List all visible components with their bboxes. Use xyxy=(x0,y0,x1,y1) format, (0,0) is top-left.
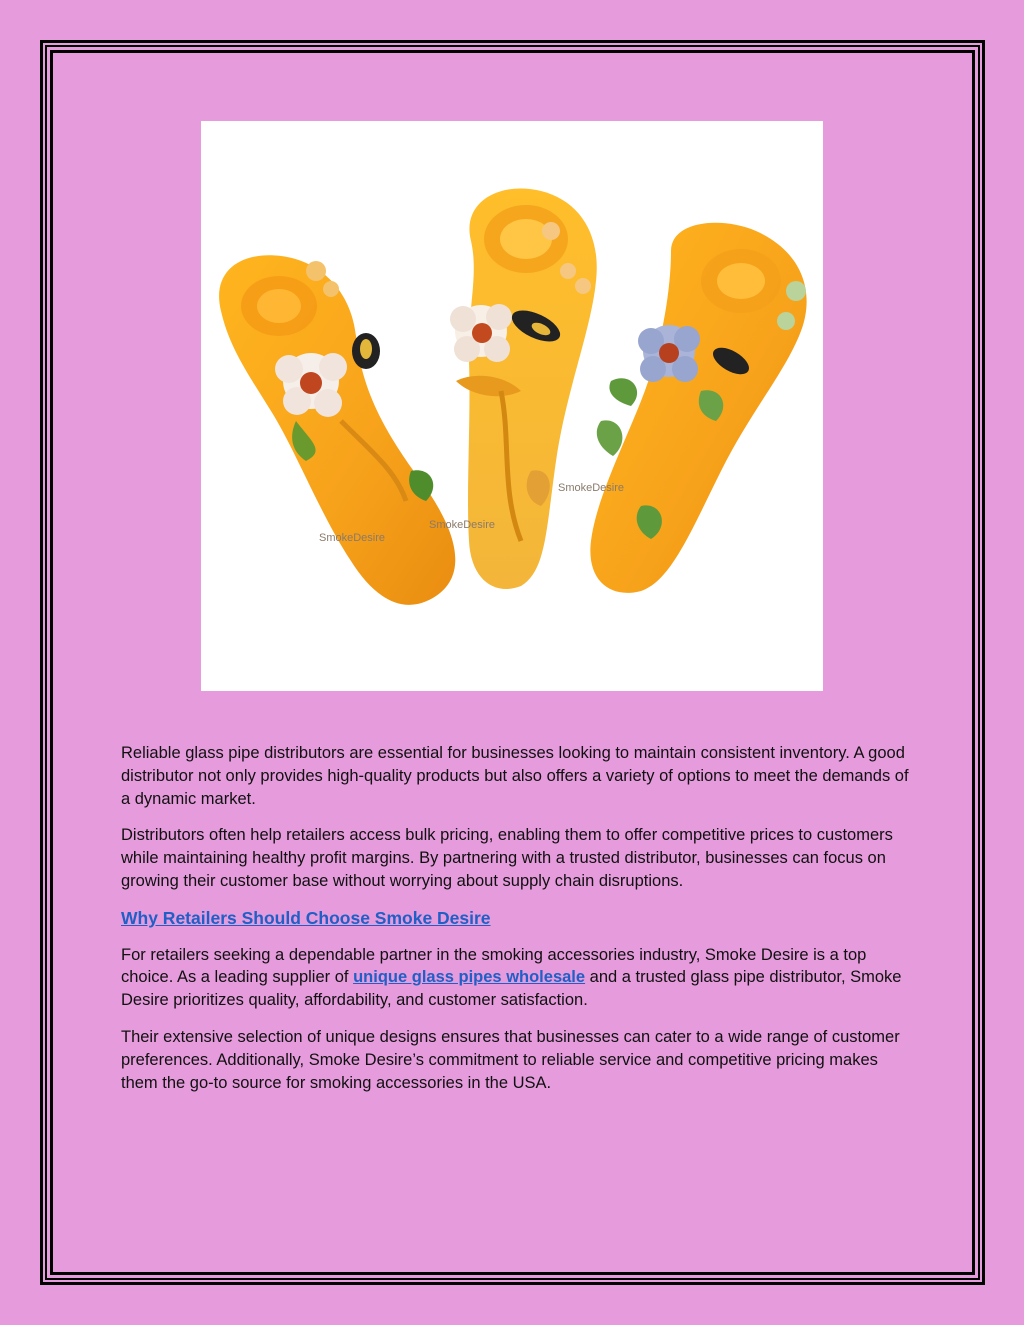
paragraph-smoke-desire-choice xyxy=(121,944,911,1012)
watermark-2: SmokeDesire xyxy=(429,519,496,531)
paragraph-distributors-intro: Reliable glass pipe distributors are essential for businesses looking to maintain consistent inventory. A good distributor not only provides high-quality products but also offers a variety of options to meet the demands of a dynamic market. xyxy=(121,744,909,808)
watermark-3: SmokeDesire xyxy=(558,482,625,494)
right-pipe xyxy=(590,223,806,593)
blue-flower-right xyxy=(638,325,700,382)
article-body xyxy=(121,742,911,1108)
unique-glass-pipes-link[interactable]: unique glass pipes wholesale xyxy=(353,968,586,987)
white-flower-left xyxy=(275,353,347,417)
white-flower-middle xyxy=(450,304,512,362)
glass-pipes-illustration xyxy=(201,121,823,691)
paragraph-bulk-pricing: Distributors often help retailers access bulk pricing, enabling them to offer competitive prices to customers while maintaining healthy profit margins. By partnering with a trusted distributor, businesses can focus on growing their customer base without worrying about supply chain disruptions. xyxy=(121,826,893,890)
p3-text-before: For retailers seeking a dependable partner in the smoking accessories industry, Smoke Desire is a top choice. As a leading supplier of xyxy=(121,945,867,987)
watermark-1: SmokeDesire xyxy=(319,532,386,544)
paragraph-selection: Their extensive selection of unique designs ensures that businesses can cater to a wide range of customer preferences. Additionally, Smoke Desire’s commitment to reliable service and competitive pricing makes them the go-to source for smoking accessories in the USA. xyxy=(121,1027,900,1092)
product-photo-glass-pipes xyxy=(201,121,823,691)
left-pipe xyxy=(219,255,455,605)
section-heading-link[interactable]: Why Retailers Should Choose Smoke Desire xyxy=(121,907,491,928)
p3-text-after: and a trusted glass pipe distributor, Smoke Desire prioritizes quality, affordability, and customer satisfaction. xyxy=(121,968,902,1010)
